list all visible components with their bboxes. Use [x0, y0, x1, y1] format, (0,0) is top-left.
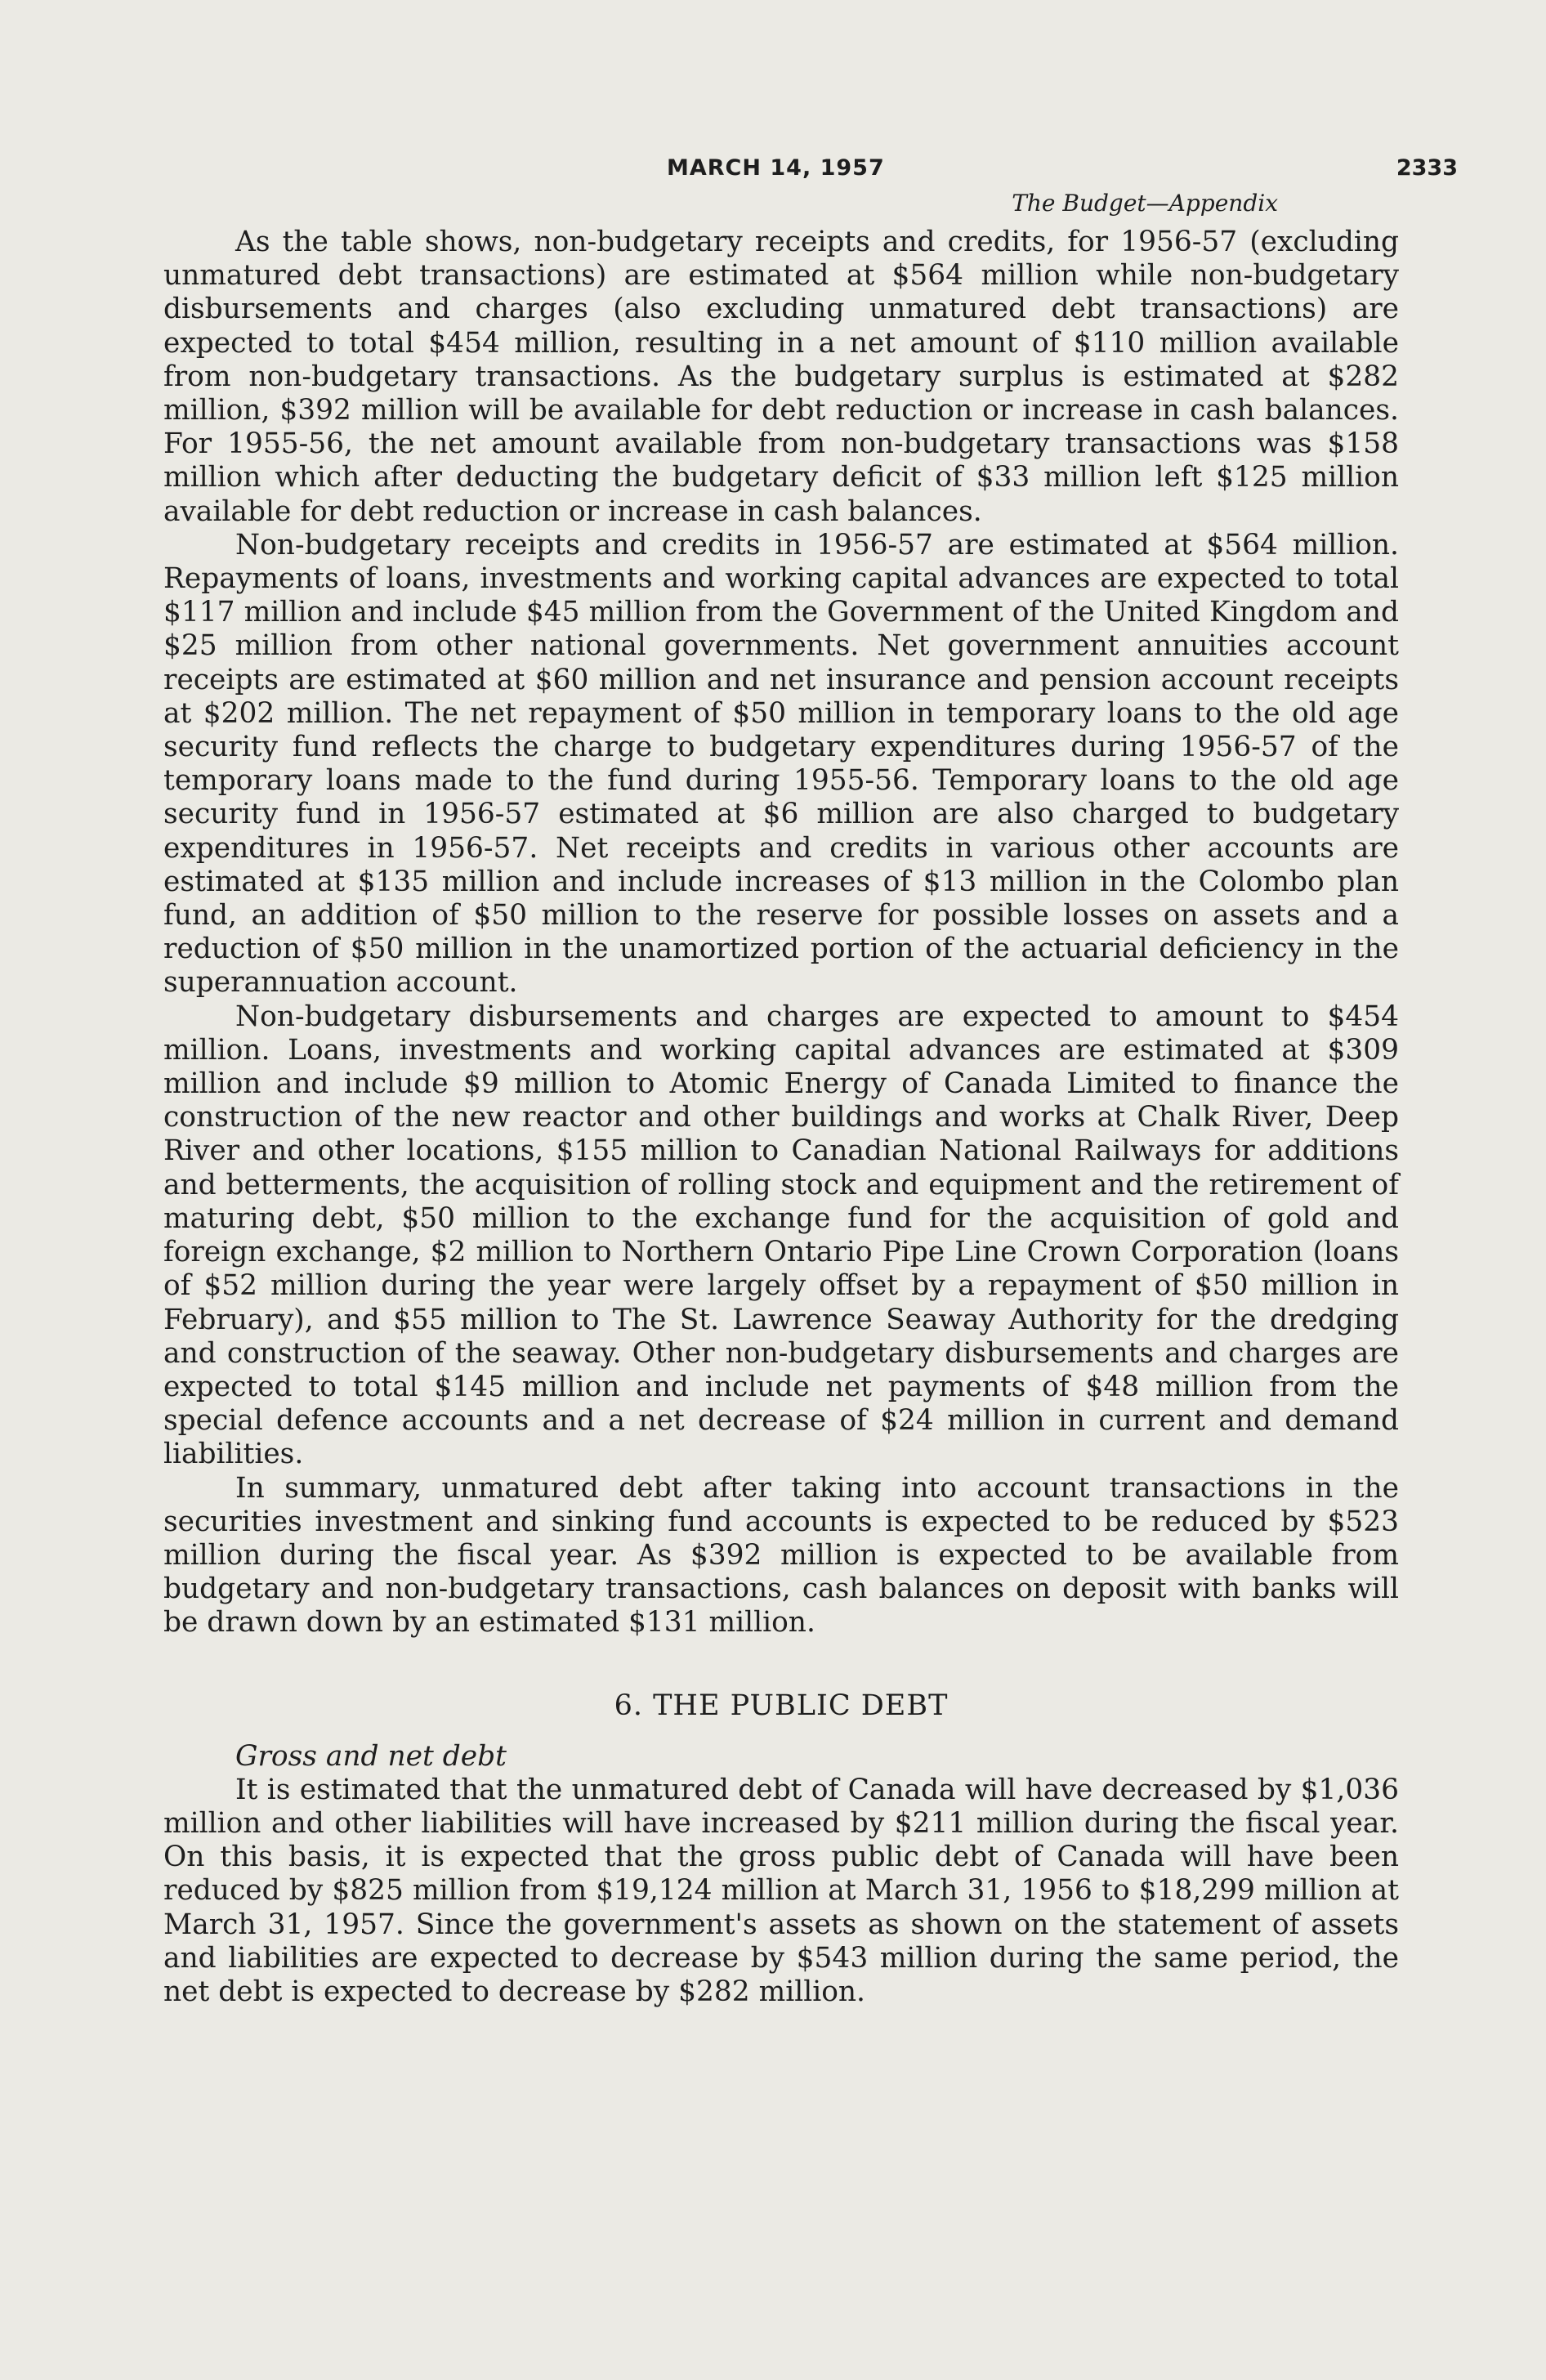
paragraph-non-budgetary-disbursements: Non-budgetary disbursements and charges are expected to amount to $454 million. Loans, investments and working capital advances are estimated at $309 million and include $9 million to Atomic Energy of Canada Limited to finance the construction of the new reactor and other buildings and works at Chalk River, Deep River and other locations, $155 million to Canadian National Railways for additions and betterments, the acquisition of rolling stock and equipment and the retirement of maturing debt, $50 million to the exchange fund for the acquisition of gold and foreign exchange, $2 million to Northern Ontario Pipe Line Crown Corporation (loans of $52 million during the year were largely offset by a repayment of $50 million in February), and $55 million to The St. Lawrence Seaway Authority for the dredging and construction of the seaway. Other non-budgetary disbursements and charges are expected to total $145 million and include net payments of $48 million from the special defence accounts and a net decrease of $24 million in current and demand liabilities.	[163, 1000, 1399, 1471]
section-title: 6. THE PUBLIC DEBT	[614, 1689, 949, 1722]
running-header	[163, 155, 1458, 185]
paragraph-debt-summary: In summary, unmatured debt after taking into account transactions in the securities investment and sinking fund accounts is expected to be reduced by $523 million during the fiscal year. As $392 million is expected to be available from budgetary and non-budgetary transactions, cash balances on deposit with banks will be drawn down by an estimated $131 million.	[163, 1471, 1399, 1640]
paragraph-non-budgetary-receipts: Non-budgetary receipts and credits in 1956-57 are estimated at $564 million. Repayments of loans, investments and working capital advances are expected to total $117 million and include $45 million from the Government of the United Kingdom and $25 million from other national governments. Net government annuities account receipts are estimated at $60 million and net insurance and pension account receipts at $202 million. The net repayment of $50 million in temporary loans to the old age security fund reflects the charge to budgetary expenditures during 1956-57 of the temporary loans made to the fund during 1955-56. Temporary loans to the old age security fund in 1956-57 estimated at $6 million are also charged to budgetary expenditures in 1956-57. Net receipts and credits in various other accounts are estimated at $135 million and include increases of $13 million in the Colombo plan fund, an addition of $50 million to the reserve for possible losses on assets and a reduction of $50 million in the unamortized portion of the actuarial deficiency in the superannuation account.	[163, 528, 1399, 1000]
section-label: The Budget—Appendix	[1012, 190, 1278, 217]
sub-heading: Gross and net debt	[235, 1739, 507, 1773]
paragraph-non-budgetary-summary: As the table shows, non-budgetary receipts and credits, for 1956-57 (excluding unmatured debt transactions) are estimated at $564 million while non-budgetary disbursements and charges (also excluding unmatured debt transactions) are expected to total $454 million, resulting in a net amount of $110 million available from non-budgetary transactions. As the budgetary surplus is estimated at $282 million, $392 million will be available for debt reduction or increase in cash balances. For 1955-56, the net amount available from non-budgetary transactions was $158 million which after deducting the budgetary deficit of $33 million left $125 million available for debt reduction or increase in cash balances.	[163, 226, 1399, 528]
paragraph-public-debt: It is estimated that the unmatured debt of Canada will have decreased by $1,036 million and other liabilities will have increased by $211 million during the fiscal year. On this basis, it is expected that the gross public debt of Canada will have been reduced by $825 million from $19,124 million at March 31, 1956 to $18,299 million at March 31, 1957. Since the government's assets as shown on the statement of assets and liabilities are expected to decrease by $543 million during the same period, the net debt is expected to decrease by $282 million.	[163, 1773, 1399, 2008]
page-number: 2333	[1396, 155, 1458, 181]
body-text	[163, 226, 1399, 2009]
header-date: MARCH 14, 1957	[667, 155, 885, 181]
